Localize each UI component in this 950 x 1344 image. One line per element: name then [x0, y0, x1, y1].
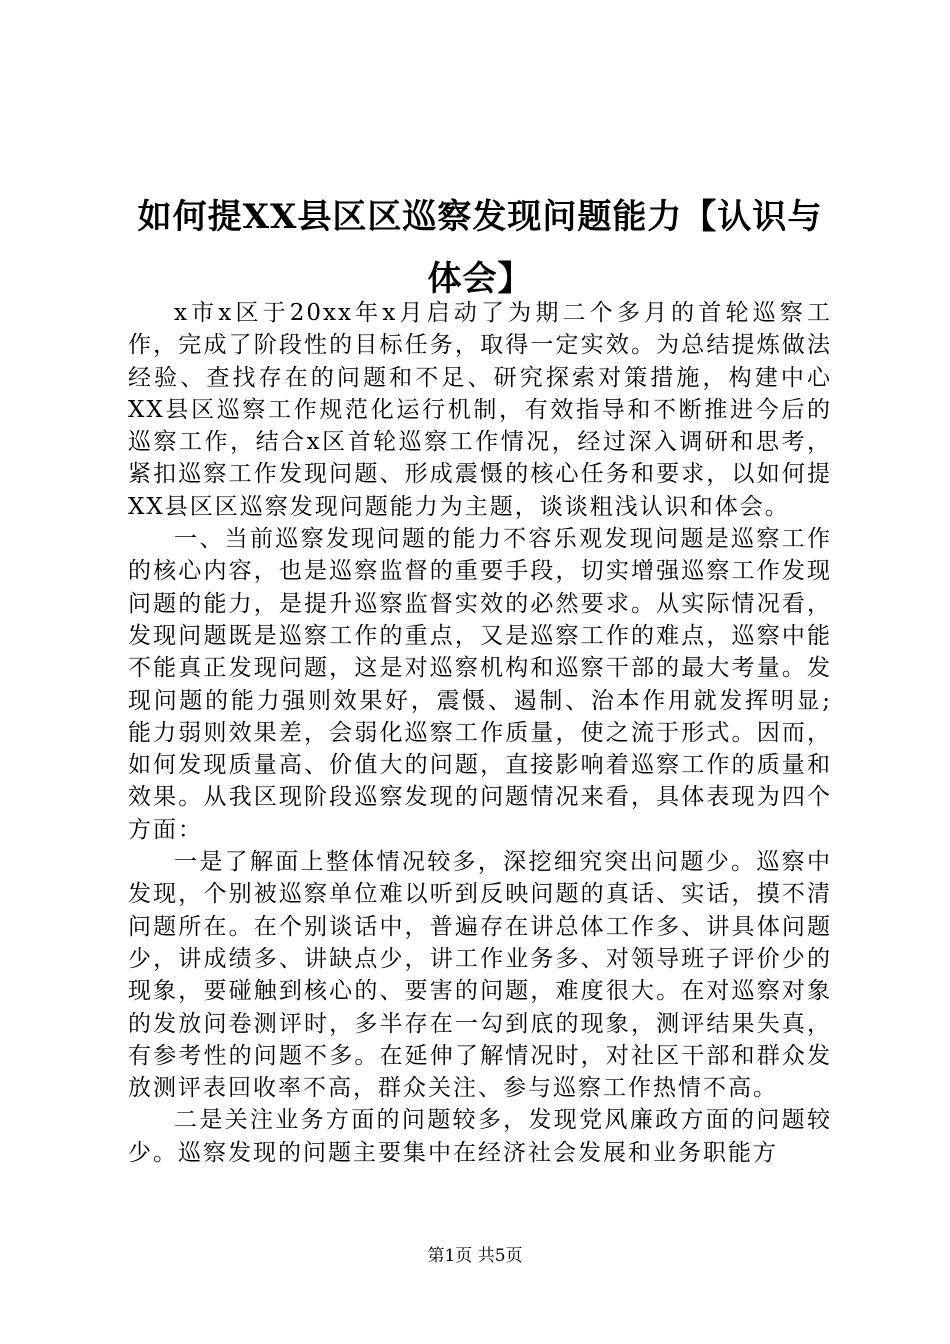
paragraph-point-two: 二是关注业务方面的问题较多，发现党风廉政方面的问题较少。巡察发现的问题主要集中在经济社会发展和业务职能方	[128, 1107, 832, 1166]
page-number-footer: 第1页 共5页	[427, 1246, 523, 1266]
paragraph-point-one: 一是了解面上整体情况较多，深挖细究突出问题少。巡察中发现，个别被巡察单位难以听到反映问题的真话、实话，摸不清问题所在。在个别谈话中，普遍存在讲总体工作多、讲具体问题少，讲成绩多、讲缺点少，讲工作业务多、对领导班子评价少的现象，要碰触到核心的、要害的问题，难度很大。在对巡察对象的发放问卷测评时，多半存在一勾到底的现象，测评结果失真，有参考性的问题不多。在延伸了解情况时，对社区干部和群众发放测评表回收率不高，群众关注、参与巡察工作热情不高。	[128, 849, 832, 1102]
document-title: 如何提XX县区区巡察发现问题能力【认识与体会】	[137, 197, 823, 299]
paragraph-section-one: 一、当前巡察发现问题的能力不容乐观发现问题是巡察工作的核心内容，也是巡察监督的重要手段，切实增强巡察工作发现问题的能力，是提升巡察监督实效的必然要求。从实际情况看，发现问题既是巡察工作的重点，又是巡察工作的难点，巡察中能不能真正发现问题，这是对巡察机构和巡察干部的最大考量。发现问题的能力强则效果好，震慑、遏制、治本作用就发挥明显;能力弱则效果差，会弱化巡察工作质量，使之流于形式。因而，如何发现质量高、价值大的问题，直接影响着巡察工作的质量和效果。从我区现阶段巡察发现的问题情况来看，具体表现为四个方面：	[128, 526, 832, 843]
paragraph-intro: x市x区于20xx年x月启动了为期二个多月的首轮巡察工作，完成了阶段性的目标任务，取得一定实效。为总结提炼做法经验、查找存在的问题和不足、研究探索对策措施，构建中心XX县区巡察工作规范化运行机制，有效指导和不断推进今后的巡察工作，结合x区首轮巡察工作情况，经过深入调研和思考，紧扣巡察工作发现问题、形成震慑的核心任务和要求，以如何提XX县区区巡察发现问题能力为主题，谈谈粗浅认识和体会。	[128, 300, 832, 520]
document-body	[128, 297, 832, 1169]
